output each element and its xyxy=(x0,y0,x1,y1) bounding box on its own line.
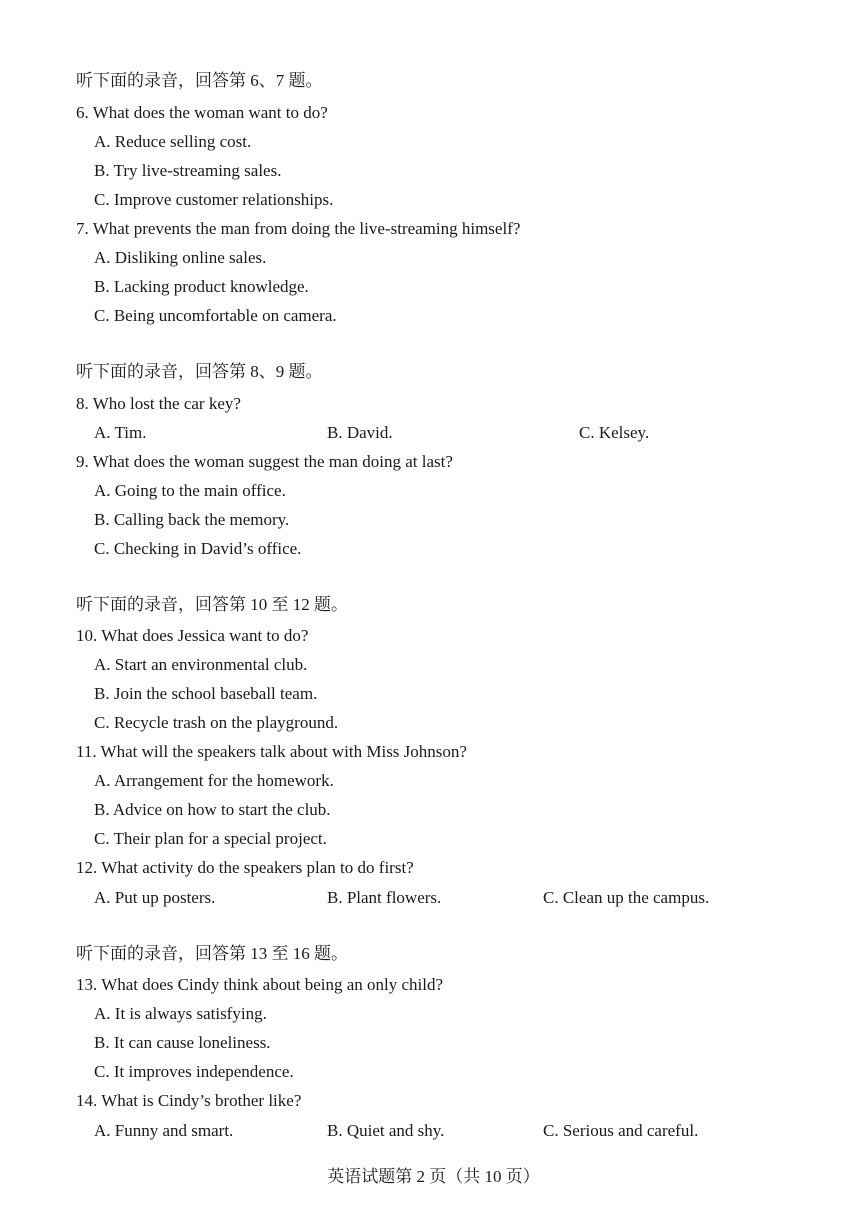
section-heading-13-16: 听下面的录音，回答第 13 至 16 题。 xyxy=(76,944,348,963)
section-heading-6-7: 听下面的录音，回答第 6、7 题。 xyxy=(76,71,323,90)
page-footer: 英语试题第 2 页（共 10 页） xyxy=(327,1167,540,1186)
question-9-option-c: C. Checking in David’s office. xyxy=(94,539,302,558)
question-10: 10. What does Jessica want to do? xyxy=(76,626,309,645)
question-7-option-a: A. Disliking online sales. xyxy=(94,248,267,267)
question-9-option-a: A. Going to the main office. xyxy=(94,481,286,500)
question-13-option-c: C. It improves independence. xyxy=(94,1062,294,1081)
question-11: 11. What will the speakers talk about with Miss Johnson? xyxy=(76,742,467,761)
question-7-option-b: B. Lacking product knowledge. xyxy=(94,277,309,296)
question-14-option-a: A. Funny and smart. xyxy=(94,1121,234,1140)
question-12: 12. What activity do the speakers plan to do first? xyxy=(76,858,414,877)
question-11-option-c: C. Their plan for a special project. xyxy=(94,829,327,848)
question-9: 9. What does the woman suggest the man doing at last? xyxy=(76,452,453,471)
question-8: 8. Who lost the car key? xyxy=(76,394,241,413)
question-8-option-a: A. Tim. xyxy=(94,423,147,442)
section-heading-8-9: 听下面的录音，回答第 8、9 题。 xyxy=(76,362,323,381)
question-6: 6. What does the woman want to do? xyxy=(76,103,328,122)
question-13: 13. What does Cindy think about being an only child? xyxy=(76,975,444,994)
question-13-option-a: A. It is always satisfying. xyxy=(94,1004,267,1023)
question-6-option-c: C. Improve customer relationships. xyxy=(94,190,334,209)
question-13-option-b: B. It can cause loneliness. xyxy=(94,1033,271,1052)
question-14-option-b: B. Quiet and shy. xyxy=(327,1121,445,1140)
question-6-option-b: B. Try live-streaming sales. xyxy=(94,161,282,180)
question-12-option-c: C. Clean up the campus. xyxy=(543,888,710,907)
section-heading-10-12: 听下面的录音，回答第 10 至 12 题。 xyxy=(76,595,348,614)
question-12-option-a: A. Put up posters. xyxy=(94,888,216,907)
question-11-option-a: A. Arrangement for the homework. xyxy=(94,771,334,790)
question-10-option-a: A. Start an environmental club. xyxy=(94,655,308,674)
question-10-option-b: B. Join the school baseball team. xyxy=(94,684,318,703)
question-14: 14. What is Cindy’s brother like? xyxy=(76,1091,302,1110)
question-11-option-b: B. Advice on how to start the club. xyxy=(94,800,331,819)
question-8-option-b: B. David. xyxy=(327,423,393,442)
question-12-option-b: B. Plant flowers. xyxy=(327,888,442,907)
question-9-option-b: B. Calling back the memory. xyxy=(94,510,290,529)
question-6-option-a: A. Reduce selling cost. xyxy=(94,132,252,151)
question-7: 7. What prevents the man from doing the live-streaming himself? xyxy=(76,219,521,238)
question-7-option-c: C. Being uncomfortable on camera. xyxy=(94,306,337,325)
question-8-option-c: C. Kelsey. xyxy=(579,423,650,442)
question-10-option-c: C. Recycle trash on the playground. xyxy=(94,713,339,732)
question-14-option-c: C. Serious and careful. xyxy=(543,1121,699,1140)
